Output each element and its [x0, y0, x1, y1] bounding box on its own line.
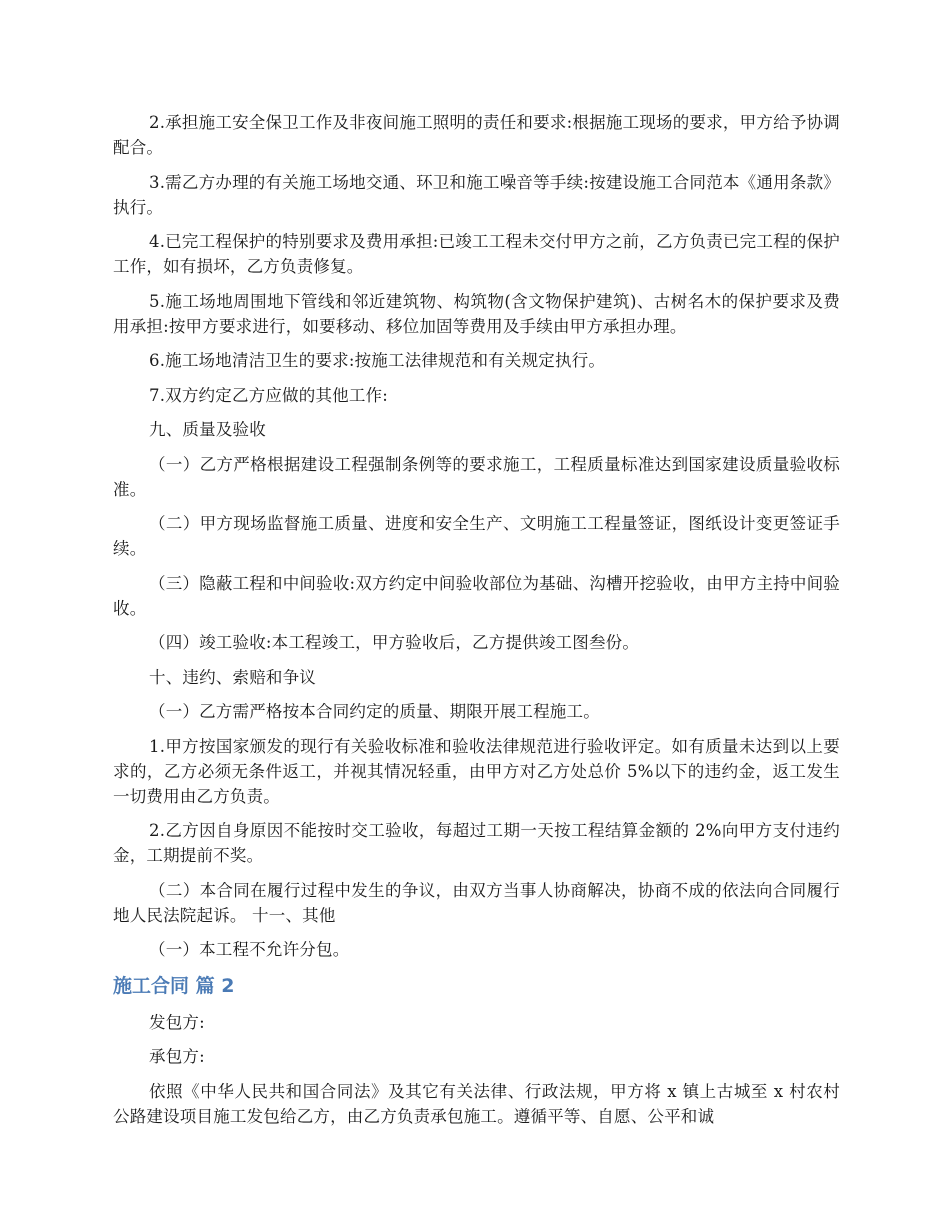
- section-title-breach: 十、违约、索赔和争议: [149, 667, 316, 687]
- paragraph: 依照《中华人民共和国合同法》及其它有关法律、行政法规，甲方将 x 镇上古城至 x 村农村公路建设项目施工发包给乙方，由乙方负责承包施工。遵循平等、自愿、公平和诚: [113, 1081, 840, 1126]
- document-page: [113, 110, 840, 1138]
- paragraph: （二）甲方现场监督施工质量、进度和安全生产、文明施工工程量签证，图纸设计变更签证手续。: [113, 514, 840, 558]
- paragraph: 3.需乙方办理的有关施工场地交通、环卫和施工噪音等手续:按建设施工合同范本《通用条款》执行。: [113, 172, 840, 217]
- section-title-quality: 九、质量及验收: [149, 420, 266, 439]
- paragraph: （一）乙方需严格按本合同约定的质量、期限开展工程施工。: [149, 702, 600, 721]
- paragraph: 2.乙方因自身原因不能按时交工验收，每超过工期一天按工程结算金额的 2%向甲方支付违约金，工期提前不奖。: [113, 821, 840, 865]
- paragraph: 1.甲方按国家颁发的现行有关验收标准和验收法律规范进行验收评定。如有质量未达到以上要求的，乙方必须无条件返工，并视其情况轻重，由甲方对乙方处总价 5%以下的违约金，返工发生一切费用由乙方负责。: [113, 736, 840, 806]
- paragraph: 7.双方约定乙方应做的其他工作:: [149, 385, 389, 405]
- paragraph: （三）隐蔽工程和中间验收:双方约定中间验收部位为基础、沟槽开挖验收，由甲方主持中间验收。: [113, 573, 840, 618]
- paragraph-employer: 发包方:: [149, 1012, 205, 1032]
- paragraph: （四）竣工验收:本工程竣工，甲方验收后，乙方提供竣工图叁份。: [149, 633, 640, 652]
- paragraph: （一）本工程不允许分包。: [149, 940, 350, 959]
- paragraph-contractor: 承包方:: [149, 1047, 205, 1066]
- paragraph: （一）乙方严格根据建设工程强制条例等的要求施工，工程质量标准达到国家建设质量验收标准。: [113, 454, 840, 499]
- paragraph: 5.施工场地周围地下管线和邻近建筑物、构筑物(含文物保护建筑)、古树名木的保护要求及费用承担:按甲方要求进行，如要移动、移位加固等费用及手续由甲方承担办理。: [113, 291, 840, 336]
- section-heading: 施工合同 篇 2: [113, 974, 235, 997]
- paragraph: 2.承担施工安全保卫工作及非夜间施工照明的责任和要求:根据施工现场的要求，甲方给予协调配合。: [113, 113, 840, 157]
- paragraph: 4.已完工程保护的特别要求及费用承担:已竣工工程未交付甲方之前，乙方负责已完工程的保护工作，如有损坏，乙方负责修复。: [113, 232, 840, 276]
- paragraph: （二）本合同在履行过程中发生的争议，由双方当事人协商解决，协商不成的依法向合同履行地人民法院起诉。 十一、其他: [113, 880, 840, 925]
- paragraph: 6.施工场地清洁卫生的要求:按施工法律规范和有关规定执行。: [149, 351, 606, 370]
